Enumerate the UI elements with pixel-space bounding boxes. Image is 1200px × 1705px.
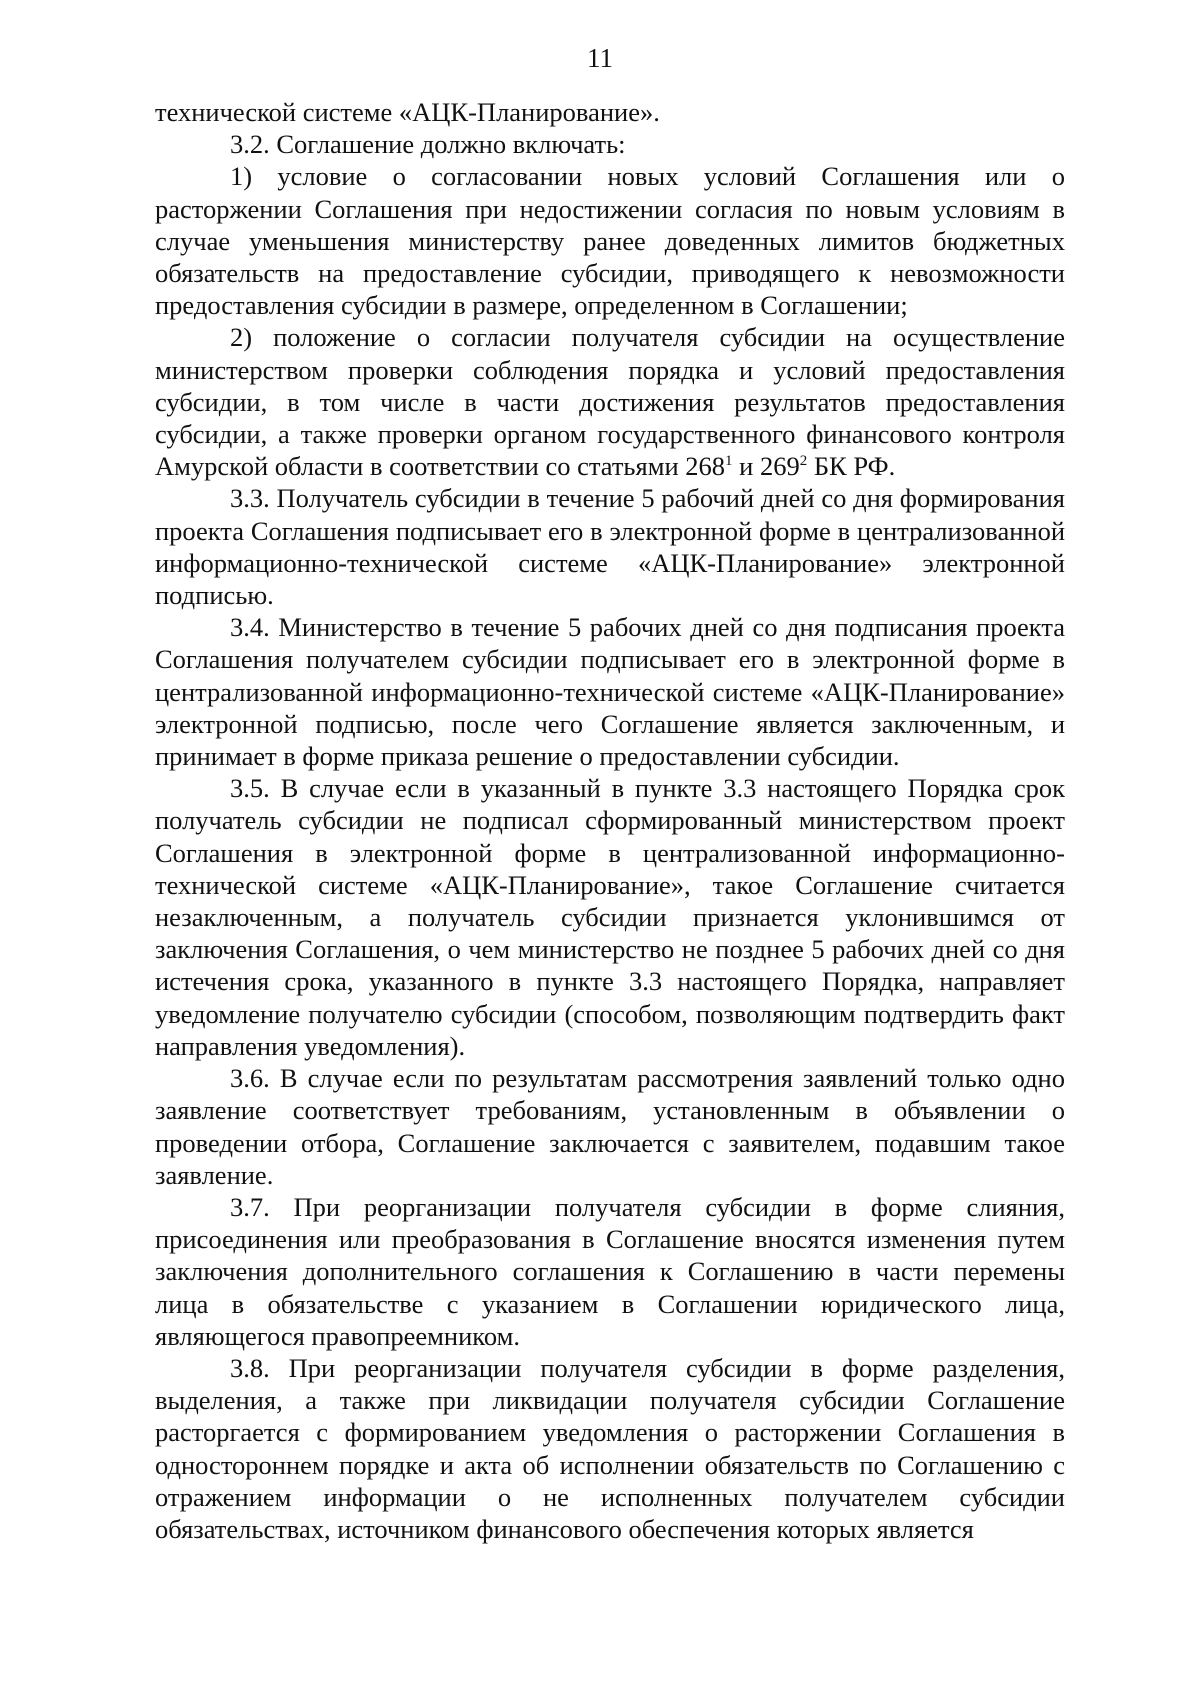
paragraph-3-3: 3.3. Получатель субсидии в течение 5 рабочий дней со дня формирования проекта Соглашения подписывает его в электронной форме в централизованной информационно-технической системе «АЦК-Планирование» электронной подписью. [155,483,1065,611]
paragraph-3-5: 3.5. В случае если в указанный в пункте 3.3 настоящего Порядка срок получатель субсидии не подписал сформированный министерством проект Соглашения в электронной форме в централизованной информационно-технической системе «АЦК-Планирование», такое Соглашение считается незаключенным, а получатель субсидии признается уклонившимся от заключения Соглашения, о чем министерство не позднее 5 рабочих дней со дня истечения срока, указанного в пункте 3.3 настоящего Порядка, направляет уведомление получателю субсидии (способом, позволяющим подтвердить факт направления уведомления). [155,773,1065,1061]
paragraph-3-2-item-2-end: БК РФ. [807,451,896,482]
paragraph-3-6: 3.6. В случае если по результатам рассмотрения заявлений только одно заявление соответствует требованиям, установленным в объявлении о проведении отбора, Соглашение заключается с заявителем, подавшим такое заявление. [155,1063,1065,1190]
paragraph-3-4: 3.4. Министерство в течение 5 рабочих дней со дня подписания проекта Соглашения получателем субсидии подписывает его в электронной форме в централизованной информационно-технической системе «АЦК-Планирование» электронной подписью, после чего Соглашение является заключенным, и принимает в форме приказа решение о предоставлении субсидии. [155,612,1065,772]
paragraph-3-7: 3.7. При реорганизации получателя субсидии в форме слияния, присоединения или преобразования в Соглашение вносятся изменения путем заключения дополнительного соглашения к Соглашению в части перемены лица в обязательстве с указанием в Соглашении юридического лица, являющегося правопреемником. [155,1191,1065,1351]
paragraph-3-8: 3.8. При реорганизации получателя субсидии в форме разделения, выделения, а также при ликвидации получателя субсидии Соглашение расторгается с формированием уведомления о расторжении Соглашения в одностороннем порядке и акта об исполнении обязательств по Соглашению с отражением информации о не исполненных получателем субсидии обязательствах, источником финансового обеспечения которых является [155,1352,1065,1544]
paragraph-3-2-item-1: 1) условие о согласовании новых условий Соглашения или о расторжении Соглашения при недостижении согласия по новым условиям в случае уменьшения министерству ранее доведенных лимитов бюджетных обязательств на предоставление субсидии, приводящего к невозможности предоставления субсидии в размере, определенном в Соглашении; [155,161,1065,321]
document-body [155,96,1065,1545]
superscript-1: 1 [725,453,733,470]
paragraph-3-2-item-2-mid: и 269 [732,451,800,482]
paragraph-3-2: 3.2. Соглашение должно включать: [230,129,626,160]
superscript-2: 2 [799,453,808,470]
page-number: 11 [587,43,613,73]
paragraph-3-2-item-2-text: 2) положение о согласии получателя субсидии на осуществление министерством проверки соблюдения порядка и условий предоставления субсидии, в том числе в части достижения результатов предоставления субсидии, а также проверки органом государственного финансового контроля Амурской области в соответствии со статьями 268 [155,322,1065,482]
paragraph-continuation: технической системе «АЦК-Планирование». [155,97,660,127]
paragraph-3-2-item-2 [155,321,1065,482]
